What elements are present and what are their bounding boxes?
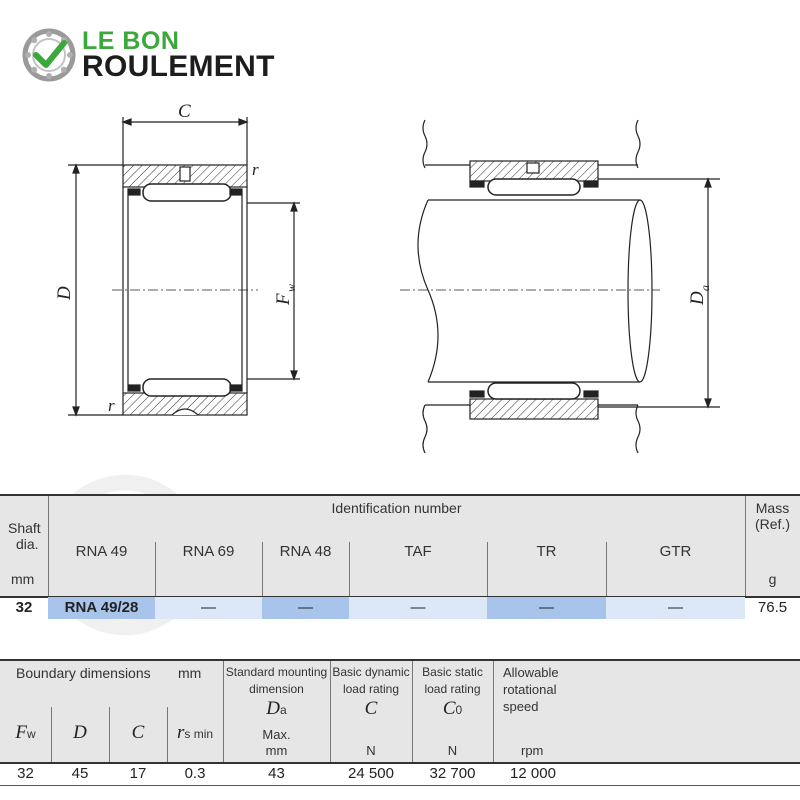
- dim-label-fw-sub: w: [284, 283, 298, 292]
- stat-load-l1: Basic static: [422, 665, 483, 679]
- mass-unit: g: [768, 571, 777, 587]
- allow-speed-l2: rotational: [503, 682, 557, 697]
- row-c: 17: [129, 765, 147, 782]
- brand-logo[interactable]: [22, 26, 302, 86]
- col-gtr: GTR: [659, 543, 692, 560]
- table-row: [0, 763, 800, 785]
- row-cr: 24 500: [348, 765, 394, 782]
- dim-label-fw: F: [273, 293, 294, 305]
- mass-header-l2: (Ref.): [755, 516, 790, 532]
- dimensions-table: [0, 659, 800, 784]
- row-d: 45: [71, 765, 89, 782]
- allow-speed-l1: Allowable: [503, 665, 559, 680]
- bearing-section-view: [68, 117, 300, 415]
- identification-header: Identification number: [331, 500, 462, 516]
- logo-text-line1: LE BON: [82, 27, 180, 55]
- mass-header-l1: Mass: [755, 500, 790, 516]
- std-mount-unit: mm: [265, 743, 288, 758]
- stat-load-l2: load rating: [424, 682, 481, 696]
- dim-label-da: D: [687, 291, 708, 305]
- row-rna49[interactable]: RNA 49/28: [48, 597, 155, 619]
- dim-label-r-top: r: [252, 160, 259, 179]
- row-rs: 0.3: [184, 765, 206, 782]
- shaft-header-l2: dia.: [16, 536, 39, 552]
- col-rna49: RNA 49: [75, 543, 128, 560]
- dim-label-c: C: [178, 101, 191, 122]
- shaft-unit: mm: [11, 571, 35, 587]
- row-gtr: —: [606, 597, 745, 619]
- shaft-header-l1: Shaft: [8, 520, 41, 536]
- allow-speed-unit: rpm: [521, 743, 544, 758]
- row-rna69: —: [155, 597, 262, 619]
- row-taf: —: [349, 597, 487, 619]
- std-mount-l1: Standard mounting: [225, 665, 328, 679]
- row-tr: —: [487, 597, 606, 619]
- row-da: 43: [268, 765, 285, 782]
- allow-speed-l3: speed: [503, 699, 539, 714]
- boundary-header: Boundary dimensions: [16, 665, 151, 681]
- fw-sub: w: [26, 727, 36, 741]
- std-mount-max: Max.: [262, 727, 291, 742]
- std-mount-l2: dimension: [249, 682, 304, 696]
- dim-label-da-sub: a: [698, 285, 712, 291]
- row-mass: 76.5: [757, 599, 788, 616]
- row-rna48: —: [262, 597, 349, 619]
- dyn-load-l1: Basic dynamic: [332, 665, 410, 679]
- col-tr: TR: [536, 543, 557, 560]
- stat-load-sym: C: [442, 698, 456, 719]
- boundary-unit: mm: [178, 665, 202, 681]
- row-shaft: 32: [15, 599, 33, 616]
- row-speed: 12 000: [510, 765, 556, 782]
- fw-sym: F: [15, 722, 27, 743]
- rs-sub: s min: [184, 727, 214, 741]
- dyn-load-unit: N: [366, 743, 376, 758]
- row-fw: 32: [17, 765, 34, 782]
- c-sym: C: [131, 722, 145, 743]
- bearing-technical-drawing: [0, 95, 800, 475]
- mounting-view: [400, 120, 720, 453]
- logo-text-line2: ROULEMENT: [82, 50, 275, 83]
- rs-sym: r: [176, 722, 185, 743]
- dyn-load-l2: load rating: [342, 682, 400, 696]
- stat-load-sub: 0: [455, 703, 463, 717]
- col-taf: TAF: [404, 543, 432, 560]
- row-cor: 32 700: [429, 765, 476, 782]
- d-sym: D: [73, 722, 87, 743]
- bearing-check-icon: [22, 28, 76, 82]
- stat-load-unit: N: [447, 743, 458, 758]
- std-mount-sub: a: [280, 703, 287, 717]
- dim-label-d: D: [54, 286, 75, 300]
- col-rna48: RNA 48: [279, 543, 332, 560]
- std-mount-sym: D: [266, 698, 281, 719]
- identification-table: [0, 494, 800, 619]
- dyn-load-sym: C: [364, 698, 378, 719]
- col-rna69: RNA 69: [182, 543, 235, 560]
- table-row: [0, 597, 800, 619]
- dim-label-r-bottom: r: [108, 396, 115, 415]
